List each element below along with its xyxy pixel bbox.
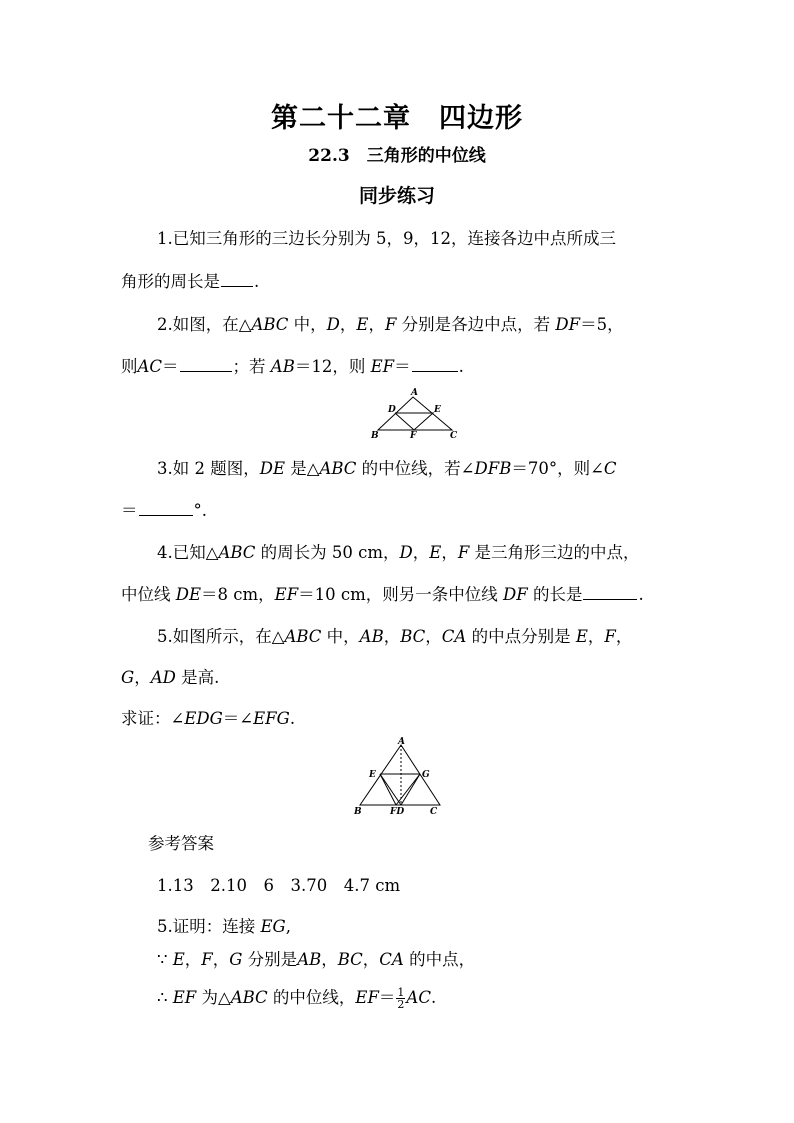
q5-var: E xyxy=(575,627,588,646)
answer-blank xyxy=(583,598,637,600)
q4-text: ＝8 cm， xyxy=(201,585,275,604)
proof-text: , xyxy=(285,917,291,936)
answer-blank xyxy=(221,285,253,287)
label-c: C xyxy=(430,807,438,817)
proof-var: G xyxy=(229,950,243,969)
q2-text: 2.如图，在△ xyxy=(157,315,252,334)
figure-triangle-altitude xyxy=(350,735,445,817)
q2-text: ＝12，则 xyxy=(294,357,371,376)
q2-var: AC xyxy=(137,357,163,376)
q4-var: ABC xyxy=(218,543,256,562)
midpoint-triangle xyxy=(395,413,433,430)
q3-var: DE xyxy=(259,459,286,478)
q5-var: AD xyxy=(150,668,176,687)
q3-var: C xyxy=(603,459,617,478)
because-symbol: ∵ xyxy=(157,950,173,969)
proof-text: 5.证明：连接 xyxy=(157,917,261,936)
proof-line3 xyxy=(157,984,436,1010)
q2-text: 则 xyxy=(121,357,138,376)
q5-text: ， xyxy=(615,627,633,646)
proof-var: AB xyxy=(297,950,322,969)
answer-blank xyxy=(412,370,458,372)
q5-text: 求证：∠ xyxy=(121,709,185,728)
q4-var: EF xyxy=(274,585,299,604)
q4-text: 4.已知△ xyxy=(157,543,219,562)
q2-text: 分别是各边中点，若 xyxy=(396,315,556,334)
q4-text: ， xyxy=(412,543,430,562)
q4-text: 中位线 xyxy=(121,585,176,604)
q3-text: °. xyxy=(193,501,207,520)
q2-var: F xyxy=(384,315,397,334)
q5-var: EFG xyxy=(253,709,290,728)
q2-text: ， xyxy=(339,315,357,334)
proof-var: AC xyxy=(406,988,431,1007)
fraction-denominator: 2 xyxy=(397,998,405,1011)
q4-var: DE xyxy=(175,585,202,604)
q5-var: ABC xyxy=(284,627,322,646)
q4-line2 xyxy=(121,581,644,605)
label-a: A xyxy=(398,737,405,747)
q1-text: 角形的周长是 xyxy=(121,272,220,291)
label-f: F xyxy=(410,431,417,440)
q2-text: . xyxy=(458,357,464,376)
segment-gd xyxy=(401,774,420,805)
proof-var: CA xyxy=(379,950,404,969)
q3-line1 xyxy=(157,455,617,479)
q2-line2 xyxy=(121,353,464,377)
q5-var: F xyxy=(604,627,616,646)
q5-text: ＝∠ xyxy=(222,709,254,728)
q5-line3 xyxy=(121,705,295,729)
label-b: B xyxy=(354,807,362,817)
label-a: A xyxy=(411,388,418,398)
q2-var: EF xyxy=(370,357,395,376)
q5-text: ， xyxy=(383,627,401,646)
q5-text: ， xyxy=(134,668,151,687)
q3-text: ＝ xyxy=(121,501,138,520)
label-fd: FD xyxy=(390,807,405,817)
proof-text: . xyxy=(430,988,437,1007)
answer-blank xyxy=(139,514,193,516)
q4-text: 的长是 xyxy=(527,585,583,604)
q3-text: ＝70°，则∠ xyxy=(511,459,604,478)
q1-line1: 1.已知三角形的三边长分别为 5，9，12，连接各边中点所成三 xyxy=(157,229,616,248)
q4-text: 是三角形三边的中点， xyxy=(469,543,640,562)
q5-var: AB xyxy=(359,627,384,646)
q2-text: 中， xyxy=(288,315,327,334)
q5-text: ， xyxy=(587,627,605,646)
q5-line2 xyxy=(121,664,219,688)
q4-var: D xyxy=(399,543,413,562)
proof-text: 的中位线， xyxy=(267,988,356,1007)
label-d: D xyxy=(388,405,396,415)
q5-text: 是高. xyxy=(175,668,220,687)
proof-text: 分别是 xyxy=(242,950,298,969)
q5-var: BC xyxy=(400,627,426,646)
q4-text: . xyxy=(638,585,644,604)
q4-text: 的周长为 50 cm， xyxy=(255,543,400,562)
proof-text: ＝ xyxy=(378,988,396,1007)
q4-text: ＝10 cm，则另一条中位线 xyxy=(298,585,504,604)
proof-line2 xyxy=(157,946,475,970)
proof-var: EF xyxy=(172,988,197,1007)
q2-var: D xyxy=(326,315,340,334)
answers-line: 1.13 2.10 6 3.70 4.7 cm xyxy=(157,876,401,895)
q3-var: ABC xyxy=(319,459,357,478)
q1-period: . xyxy=(254,272,260,291)
label-e: E xyxy=(434,405,441,415)
q3-text: 3.如 2 题图， xyxy=(157,459,260,478)
q2-text: ＝ xyxy=(162,357,179,376)
q3-line2 xyxy=(121,497,207,521)
proof-text: ， xyxy=(212,950,230,969)
q5-text: 5.如图所示，在△ xyxy=(157,627,285,646)
q5-text: 的中点分别是 xyxy=(466,627,576,646)
q5-line1 xyxy=(157,623,632,647)
proof-text: 的中点， xyxy=(403,950,476,969)
q5-text: . xyxy=(289,709,296,728)
chapter-title: 第二十二章 四边形 xyxy=(271,103,523,134)
segment-gf xyxy=(396,774,420,805)
q2-line1 xyxy=(157,311,624,335)
q4-var: F xyxy=(457,543,470,562)
label-c: C xyxy=(450,431,458,440)
label-b: B xyxy=(371,431,379,440)
q3-text: 的中位线，若∠ xyxy=(356,459,475,478)
q2-var: AB xyxy=(270,357,295,376)
label-g: G xyxy=(422,770,430,780)
fraction-one-half xyxy=(396,987,405,1010)
proof-var: F xyxy=(201,950,213,969)
q2-text: ＝ xyxy=(394,357,411,376)
proof-var: EF xyxy=(355,988,379,1007)
proof-var: BC xyxy=(337,950,363,969)
q5-var: CA xyxy=(441,627,467,646)
q5-var: G xyxy=(121,668,135,687)
proof-line1 xyxy=(157,913,291,937)
proof-text: ， xyxy=(321,950,338,969)
proof-var: E xyxy=(172,950,185,969)
q2-text: ；若 xyxy=(232,357,271,376)
label-e: E xyxy=(369,770,376,780)
proof-var: EG xyxy=(260,917,286,936)
figure-triangle-midpoints xyxy=(365,385,465,440)
q2-var: ABC xyxy=(251,315,289,334)
q4-line1 xyxy=(157,539,640,563)
section-title: 22.3 三角形的中位线 xyxy=(308,146,486,166)
q5-text: ， xyxy=(425,627,442,646)
q4-var: E xyxy=(429,543,442,562)
practice-heading: 同步练习 xyxy=(358,185,435,207)
segment-ed xyxy=(380,774,401,805)
q1-line2 xyxy=(121,268,259,292)
proof-var: ABC xyxy=(230,988,268,1007)
answers-title: 参考答案 xyxy=(148,834,214,853)
segment-ef xyxy=(380,774,396,805)
proof-text: 为△ xyxy=(196,988,231,1007)
q3-var: DFB xyxy=(474,459,512,478)
q3-text: 是△ xyxy=(285,459,320,478)
proof-text: ， xyxy=(362,950,380,969)
fraction-numerator: 1 xyxy=(397,986,405,999)
q2-text: ， xyxy=(368,315,385,334)
q4-text: ， xyxy=(441,543,458,562)
q2-text: ＝5， xyxy=(580,315,624,334)
answer-blank xyxy=(180,370,232,372)
q5-text: 中， xyxy=(321,627,360,646)
therefore-symbol: ∴ xyxy=(157,988,173,1007)
proof-text: ， xyxy=(184,950,202,969)
q2-var: DF xyxy=(555,315,581,334)
q5-var: EDG xyxy=(184,709,223,728)
q4-var: DF xyxy=(503,585,528,604)
q2-var: E xyxy=(356,315,369,334)
